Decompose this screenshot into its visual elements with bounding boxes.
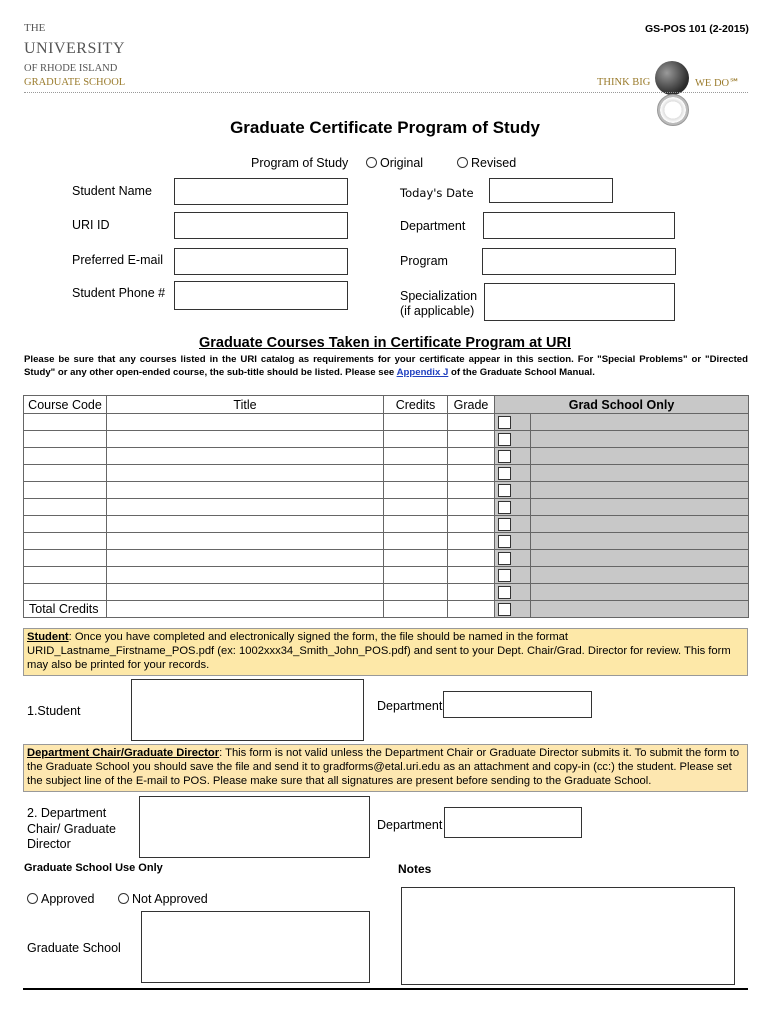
department-input[interactable]: [483, 212, 675, 239]
title-cell[interactable]: [107, 516, 384, 533]
table-row: [24, 465, 749, 482]
grade-cell[interactable]: [448, 533, 495, 550]
instructions-text: Please be sure that any courses listed in the URI catalog as requirements for your certificate appear in this section. For "Special Problems" or "Directed Study" or any other open-ended course, the sub-title should be listed. Please see: [24, 354, 748, 378]
grad-notes-cell: [531, 448, 749, 465]
title-cell[interactable]: [107, 550, 384, 567]
course-code-cell[interactable]: [24, 499, 107, 516]
student-phone-input[interactable]: [174, 281, 348, 310]
grade-cell[interactable]: [448, 516, 495, 533]
grad-checkbox[interactable]: [498, 484, 511, 497]
title-cell[interactable]: [107, 482, 384, 499]
think-big: THINK BIG: [597, 77, 651, 88]
title-cell[interactable]: [107, 601, 384, 618]
student-signature-label: 1.Student: [27, 704, 81, 718]
credits-cell[interactable]: [384, 516, 448, 533]
table-row: [24, 448, 749, 465]
grad-checkbox[interactable]: [498, 569, 511, 582]
grad-notes-cell: [531, 499, 749, 516]
student-signature-box[interactable]: [131, 679, 364, 741]
col-course-code: Course Code: [24, 396, 107, 414]
grad-check-cell: [495, 448, 531, 465]
grad-notes-cell: [531, 533, 749, 550]
grad-notes-cell: [531, 414, 749, 431]
appendix-j-link[interactable]: Appendix J: [396, 367, 449, 378]
grade-cell[interactable]: [448, 448, 495, 465]
table-row: [24, 550, 749, 567]
student-department-label: Department: [377, 699, 443, 713]
chair-department-input[interactable]: [444, 807, 582, 838]
grade-cell[interactable]: [448, 482, 495, 499]
notes-box[interactable]: [401, 887, 735, 985]
course-code-cell[interactable]: [24, 448, 107, 465]
grad-checkbox[interactable]: [498, 552, 511, 565]
chair-note-label: Department Chair/Graduate Director: [27, 747, 220, 759]
total-credits-row: [24, 601, 749, 618]
title-cell[interactable]: [107, 567, 384, 584]
grad-check-cell: [495, 584, 531, 601]
preferred-email-input[interactable]: [174, 248, 348, 275]
we-do: WE DO℠: [695, 78, 740, 89]
grad-check-cell: [495, 431, 531, 448]
grad-notes-cell: [531, 516, 749, 533]
grad-checkbox[interactable]: [498, 433, 511, 446]
approved-label: Approved: [41, 892, 95, 906]
chair-note-text: : This form is not valid unless the Department Chair or Graduate Director submits it. To submit the form to the Graduate School you should save the file and send it to gradforms@etal.uri.edu as an attachment and copy-in (cc:) the student. Please set the subject line of the E-mail to POS. Please make sure that all signatures are present before sending to the Graduate School.: [27, 747, 740, 787]
grade-cell[interactable]: [448, 499, 495, 516]
title-cell[interactable]: [107, 465, 384, 482]
credits-cell[interactable]: [384, 601, 448, 618]
grad-checkbox[interactable]: [498, 501, 511, 514]
specialization-input[interactable]: [484, 283, 675, 321]
form-code: GS-POS 101 (2-2015): [645, 23, 749, 35]
course-code-cell[interactable]: [24, 414, 107, 431]
credits-cell[interactable]: [384, 431, 448, 448]
original-label: Original: [380, 156, 424, 170]
student-note-label: Student: [27, 631, 69, 643]
header-of-ri: OF RHODE ISLAND: [24, 63, 118, 74]
course-code-cell[interactable]: [24, 533, 107, 550]
preferred-email-label: Preferred E-mail: [72, 253, 163, 267]
student-phone-label: Student Phone #: [72, 286, 166, 300]
course-code-cell[interactable]: [24, 567, 107, 584]
uri-id-input[interactable]: [174, 212, 348, 239]
program-input[interactable]: [482, 248, 676, 275]
grad-check-cell: [495, 516, 531, 533]
table-row: [24, 482, 749, 499]
title-cell[interactable]: [107, 414, 384, 431]
courses-instructions: [24, 353, 748, 379]
col-credits: Credits: [384, 396, 448, 414]
credits-cell[interactable]: [384, 584, 448, 601]
total-credits-label: Total Credits: [24, 601, 107, 618]
approved-radio[interactable]: [27, 892, 95, 906]
grad-check-cell: [495, 567, 531, 584]
department-label: Department: [400, 219, 466, 233]
chair-signature-label: [27, 806, 116, 853]
table-row: [24, 567, 749, 584]
student-name-label: Student Name: [72, 184, 152, 198]
grade-cell[interactable]: [448, 550, 495, 567]
courses-table: [23, 395, 749, 618]
credits-cell[interactable]: [384, 533, 448, 550]
grad-check-cell: [495, 499, 531, 516]
grad-checkbox[interactable]: [498, 416, 511, 429]
courses-heading: Graduate Courses Taken in Certificate Program at URI: [198, 335, 571, 351]
table-row: [24, 516, 749, 533]
title-cell[interactable]: [107, 431, 384, 448]
table-row: [24, 431, 749, 448]
radio-icon: [118, 893, 129, 904]
course-code-cell[interactable]: [24, 516, 107, 533]
title-cell[interactable]: [107, 584, 384, 601]
header-rule: [24, 92, 748, 93]
grad-use-heading: Graduate School Use Only: [24, 862, 163, 874]
program-label: Program: [400, 254, 448, 268]
table-row: [24, 414, 749, 431]
credits-cell[interactable]: [384, 482, 448, 499]
header-the: THE: [24, 22, 46, 34]
credits-cell[interactable]: [384, 448, 448, 465]
chair-note: [23, 744, 748, 792]
col-title: Title: [107, 396, 384, 414]
grad-checkbox[interactable]: [498, 586, 511, 599]
grad-school-signature-box[interactable]: [141, 911, 370, 983]
not-approved-radio[interactable]: [118, 892, 208, 906]
chair-signature-box[interactable]: [139, 796, 370, 858]
chair-label-line1: 2. Department: [27, 806, 107, 820]
grad-notes-cell: [531, 431, 749, 448]
radio-icon: [27, 893, 38, 904]
grade-cell[interactable]: [448, 414, 495, 431]
grade-cell[interactable]: [448, 584, 495, 601]
original-radio[interactable]: [366, 156, 423, 170]
globe-icon: [655, 61, 689, 95]
grad-notes-cell: [531, 567, 749, 584]
grad-checkbox[interactable]: [498, 450, 511, 463]
instructions-text-end: of the Graduate School Manual.: [448, 367, 595, 378]
header-university: UNIVERSITY: [24, 40, 125, 57]
notes-heading: Notes: [398, 862, 432, 876]
grade-cell[interactable]: [448, 465, 495, 482]
student-name-input[interactable]: [174, 178, 348, 205]
grad-check-cell: [495, 414, 531, 431]
grad-notes-cell: [531, 601, 749, 618]
if-applicable-label: (if applicable): [400, 304, 475, 318]
grad-notes-cell: [531, 584, 749, 601]
todays-date-label: Today's Date: [400, 186, 474, 200]
radio-icon: [366, 157, 377, 168]
course-code-cell[interactable]: [24, 482, 107, 499]
table-row: [24, 584, 749, 601]
grade-cell[interactable]: [448, 431, 495, 448]
course-code-cell[interactable]: [24, 550, 107, 567]
program-of-study-label: Program of Study: [251, 156, 349, 170]
title-cell[interactable]: [107, 499, 384, 516]
grad-school-signature-label: Graduate School: [27, 941, 121, 955]
student-note: [23, 628, 748, 676]
footer-rule: [23, 988, 748, 990]
grade-cell[interactable]: [448, 567, 495, 584]
grade-cell[interactable]: [448, 601, 495, 618]
student-note-text: : Once you have completed and electronically signed the form, the file should be named in the format URID_Lastname_Firstname_POS.pdf (ex: 1002xxx34_Smith_John_POS.pdf) and sent to your Dept. Chair/Grad. Director for review. This form may also be printed for your records.: [27, 631, 731, 671]
page-title: Graduate Certificate Program of Study: [230, 118, 540, 137]
table-row: [24, 533, 749, 550]
credits-cell[interactable]: [384, 550, 448, 567]
course-code-cell[interactable]: [24, 465, 107, 482]
grad-check-cell: [495, 533, 531, 550]
revised-label: Revised: [471, 156, 517, 170]
student-department-input[interactable]: [443, 691, 592, 718]
grad-check-cell: [495, 482, 531, 499]
grad-check-cell: [495, 465, 531, 482]
uri-id-label: URI ID: [72, 218, 110, 232]
specialization-label: Specialization: [400, 289, 478, 303]
table-row: [24, 499, 749, 516]
chair-label-line3: Director: [27, 837, 71, 851]
grad-notes-cell: [531, 550, 749, 567]
not-approved-label: Not Approved: [132, 892, 208, 906]
chair-label-line2: Chair/ Graduate: [27, 821, 116, 836]
course-code-cell[interactable]: [24, 431, 107, 448]
revised-radio[interactable]: [457, 156, 516, 170]
grad-checkbox[interactable]: [498, 518, 511, 531]
course-code-cell[interactable]: [24, 584, 107, 601]
title-cell[interactable]: [107, 448, 384, 465]
header-grad-school: GRADUATE SCHOOL: [24, 77, 126, 88]
chair-department-label: Department: [377, 818, 443, 832]
grad-checkbox[interactable]: [498, 467, 511, 480]
grad-notes-cell: [531, 465, 749, 482]
grad-check-cell: [495, 601, 531, 618]
credits-cell[interactable]: [384, 567, 448, 584]
grad-check-cell: [495, 550, 531, 567]
grad-notes-cell: [531, 482, 749, 499]
credits-cell[interactable]: [384, 499, 448, 516]
col-grade: Grade: [448, 396, 495, 414]
grad-checkbox[interactable]: [498, 603, 511, 616]
title-cell[interactable]: [107, 533, 384, 550]
credits-cell[interactable]: [384, 414, 448, 431]
todays-date-input[interactable]: [489, 178, 613, 203]
radio-icon: [457, 157, 468, 168]
table-header-row: [24, 396, 749, 414]
credits-cell[interactable]: [384, 465, 448, 482]
col-grad-school-only: Grad School Only: [495, 396, 749, 414]
grad-checkbox[interactable]: [498, 535, 511, 548]
